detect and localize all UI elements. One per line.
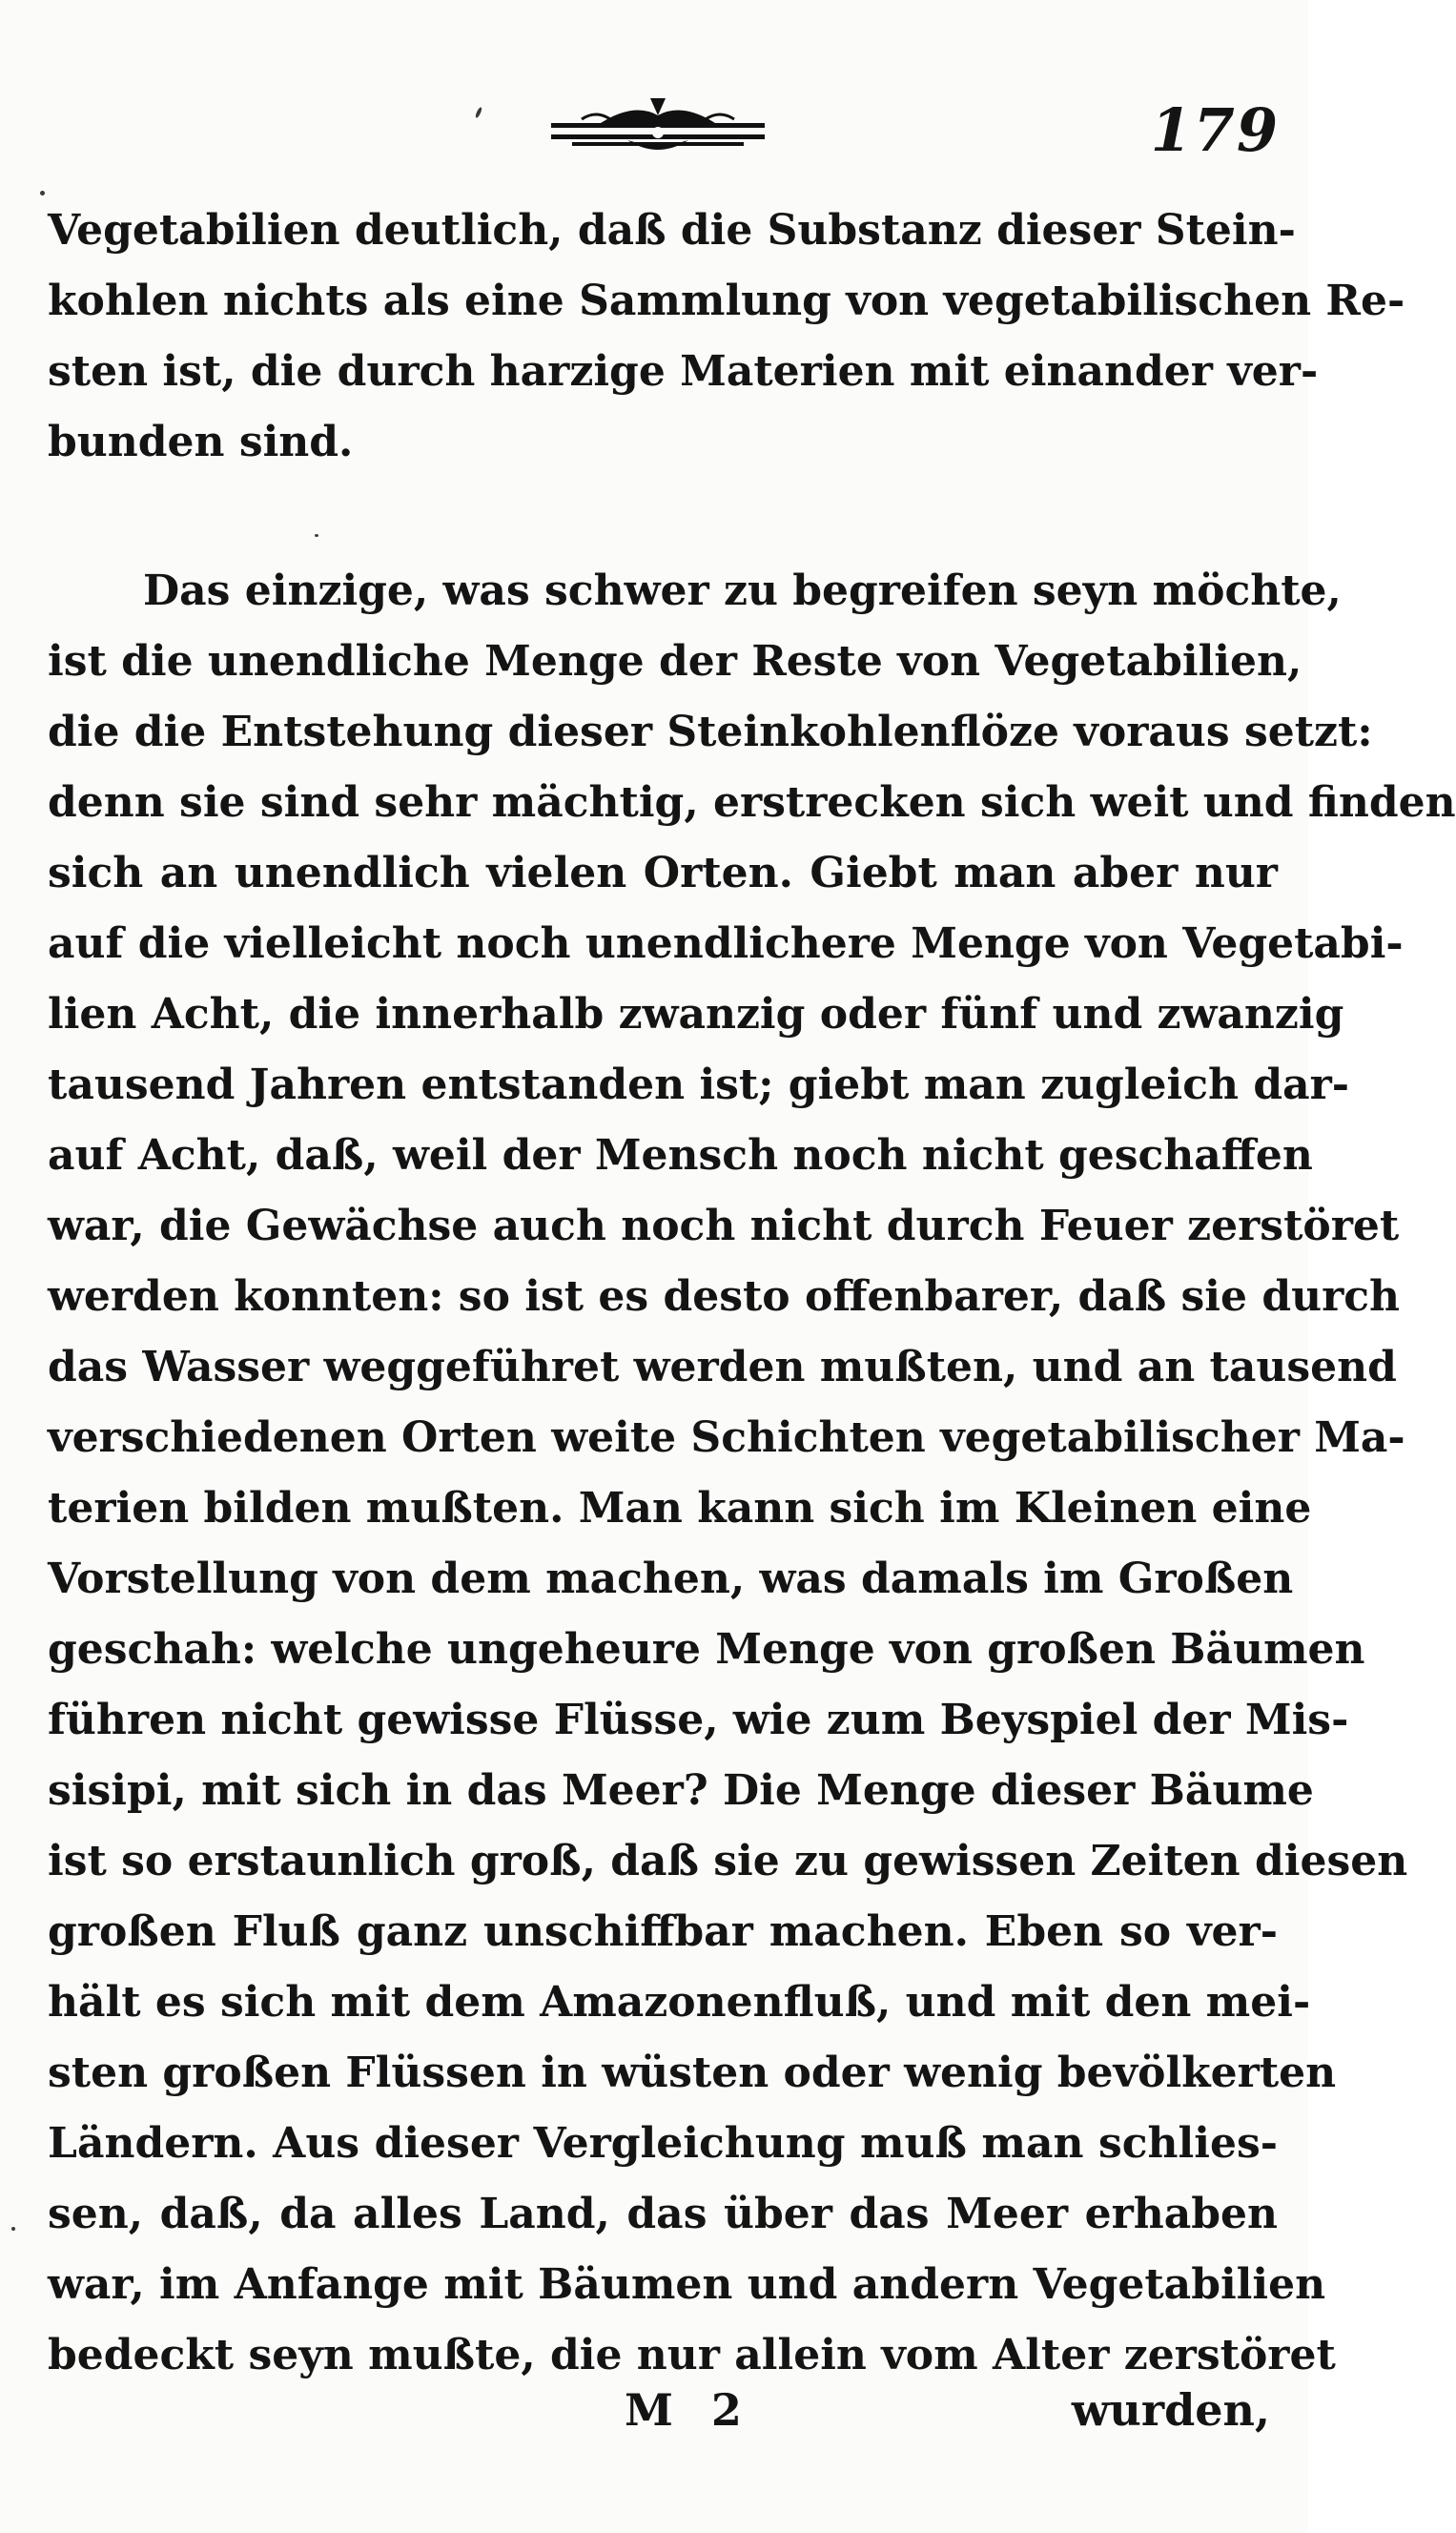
catchword: wurden, [1071, 2384, 1270, 2436]
text-line: bunden sind. [48, 418, 354, 466]
paragraph-spacer [48, 478, 1278, 556]
text-line: sisipi, mit sich in das Meer? Die Menge dieser Bäume [48, 1766, 1314, 1815]
text-line: tausend Jahren entstanden ist; giebt man zugleich dar- [48, 1061, 1350, 1109]
text-line: lien Acht, die innerhalb zwanzig oder fünf und zwanzig [48, 990, 1344, 1039]
paragraph [48, 556, 1456, 2391]
signature-mark: M 2 [625, 2384, 753, 2436]
text-line: führen nicht gewisse Flüsse, wie zum Beyspiel der Mis- [48, 1696, 1349, 1744]
ink-speck [40, 191, 45, 196]
text-line: terien bilden mußten. Man kann sich im Kleinen eine [48, 1484, 1312, 1533]
text-line: hält es sich mit dem Amazonenfluß, und mit den mei- [48, 1978, 1311, 2027]
text-line: sen, daß, da alles Land, das über das Meer erhaben [48, 2190, 1278, 2238]
text-line: auf die vielleicht noch unendlichere Menge von Vegetabi- [48, 919, 1404, 968]
text-line: sten großen Flüssen in wüsten oder wenig bevölkerten [48, 2049, 1337, 2097]
text-line: das Wasser weggeführet werden mußten, und an tausend [48, 1343, 1397, 1391]
body-text [48, 196, 1456, 2391]
text-line: auf Acht, daß, weil der Mensch noch nicht geschaffen [48, 1131, 1313, 1180]
text-line: denn sie sind sehr mächtig, erstrecken sich weit und finden [48, 778, 1456, 827]
text-line: die die Entstehung dieser Steinkohlenflöze voraus setzt: [48, 708, 1373, 756]
paragraph [48, 196, 1405, 478]
text-line: sten ist, die durch harzige Materien mit einander ver- [48, 347, 1319, 396]
page-number: 179 [1150, 95, 1280, 165]
text-line: geschah: welche ungeheure Menge von großen Bäumen [48, 1625, 1365, 1674]
text-line: ist die unendliche Menge der Reste von Vegetabilien, [48, 637, 1302, 686]
text-line: verschiedenen Orten weite Schichten vegetabilischer Ma- [48, 1413, 1405, 1462]
text-line: ist so erstaunlich groß, daß sie zu gewissen Zeiten diesen [48, 1837, 1408, 1885]
text-line: Vegetabilien deutlich, daß die Substanz dieser Stein- [48, 206, 1296, 255]
printer-ornament-icon [543, 91, 772, 167]
text-line: werden konnten: so ist es desto offenbarer, daß sie durch [48, 1272, 1401, 1321]
text-line: sich an unendlich vielen Orten. Giebt man aber nur [48, 849, 1278, 897]
ink-speck [11, 2227, 15, 2231]
ink-speck [475, 107, 483, 119]
text-line: war, im Anfange mit Bäumen und andern Vegetabilien [48, 2260, 1326, 2309]
text-line: Das einzige, was schwer zu begreifen seyn möchte, [143, 566, 1342, 615]
text-line: kohlen nichts als eine Sammlung von vegetabilischen Re- [48, 277, 1405, 325]
text-line: war, die Gewächse auch noch nicht durch Feuer zerstöret [48, 1202, 1400, 1250]
text-line: Ländern. Aus dieser Vergleichung muß man schlies- [48, 2119, 1278, 2168]
text-line: Vorstellung von dem machen, was damals im Großen [48, 1555, 1294, 1603]
text-line: großen Fluß ganz unschiffbar machen. Eben so ver- [48, 1907, 1278, 1956]
text-line: bedeckt seyn mußte, die nur allein vom Alter zerstöret [48, 2331, 1336, 2379]
